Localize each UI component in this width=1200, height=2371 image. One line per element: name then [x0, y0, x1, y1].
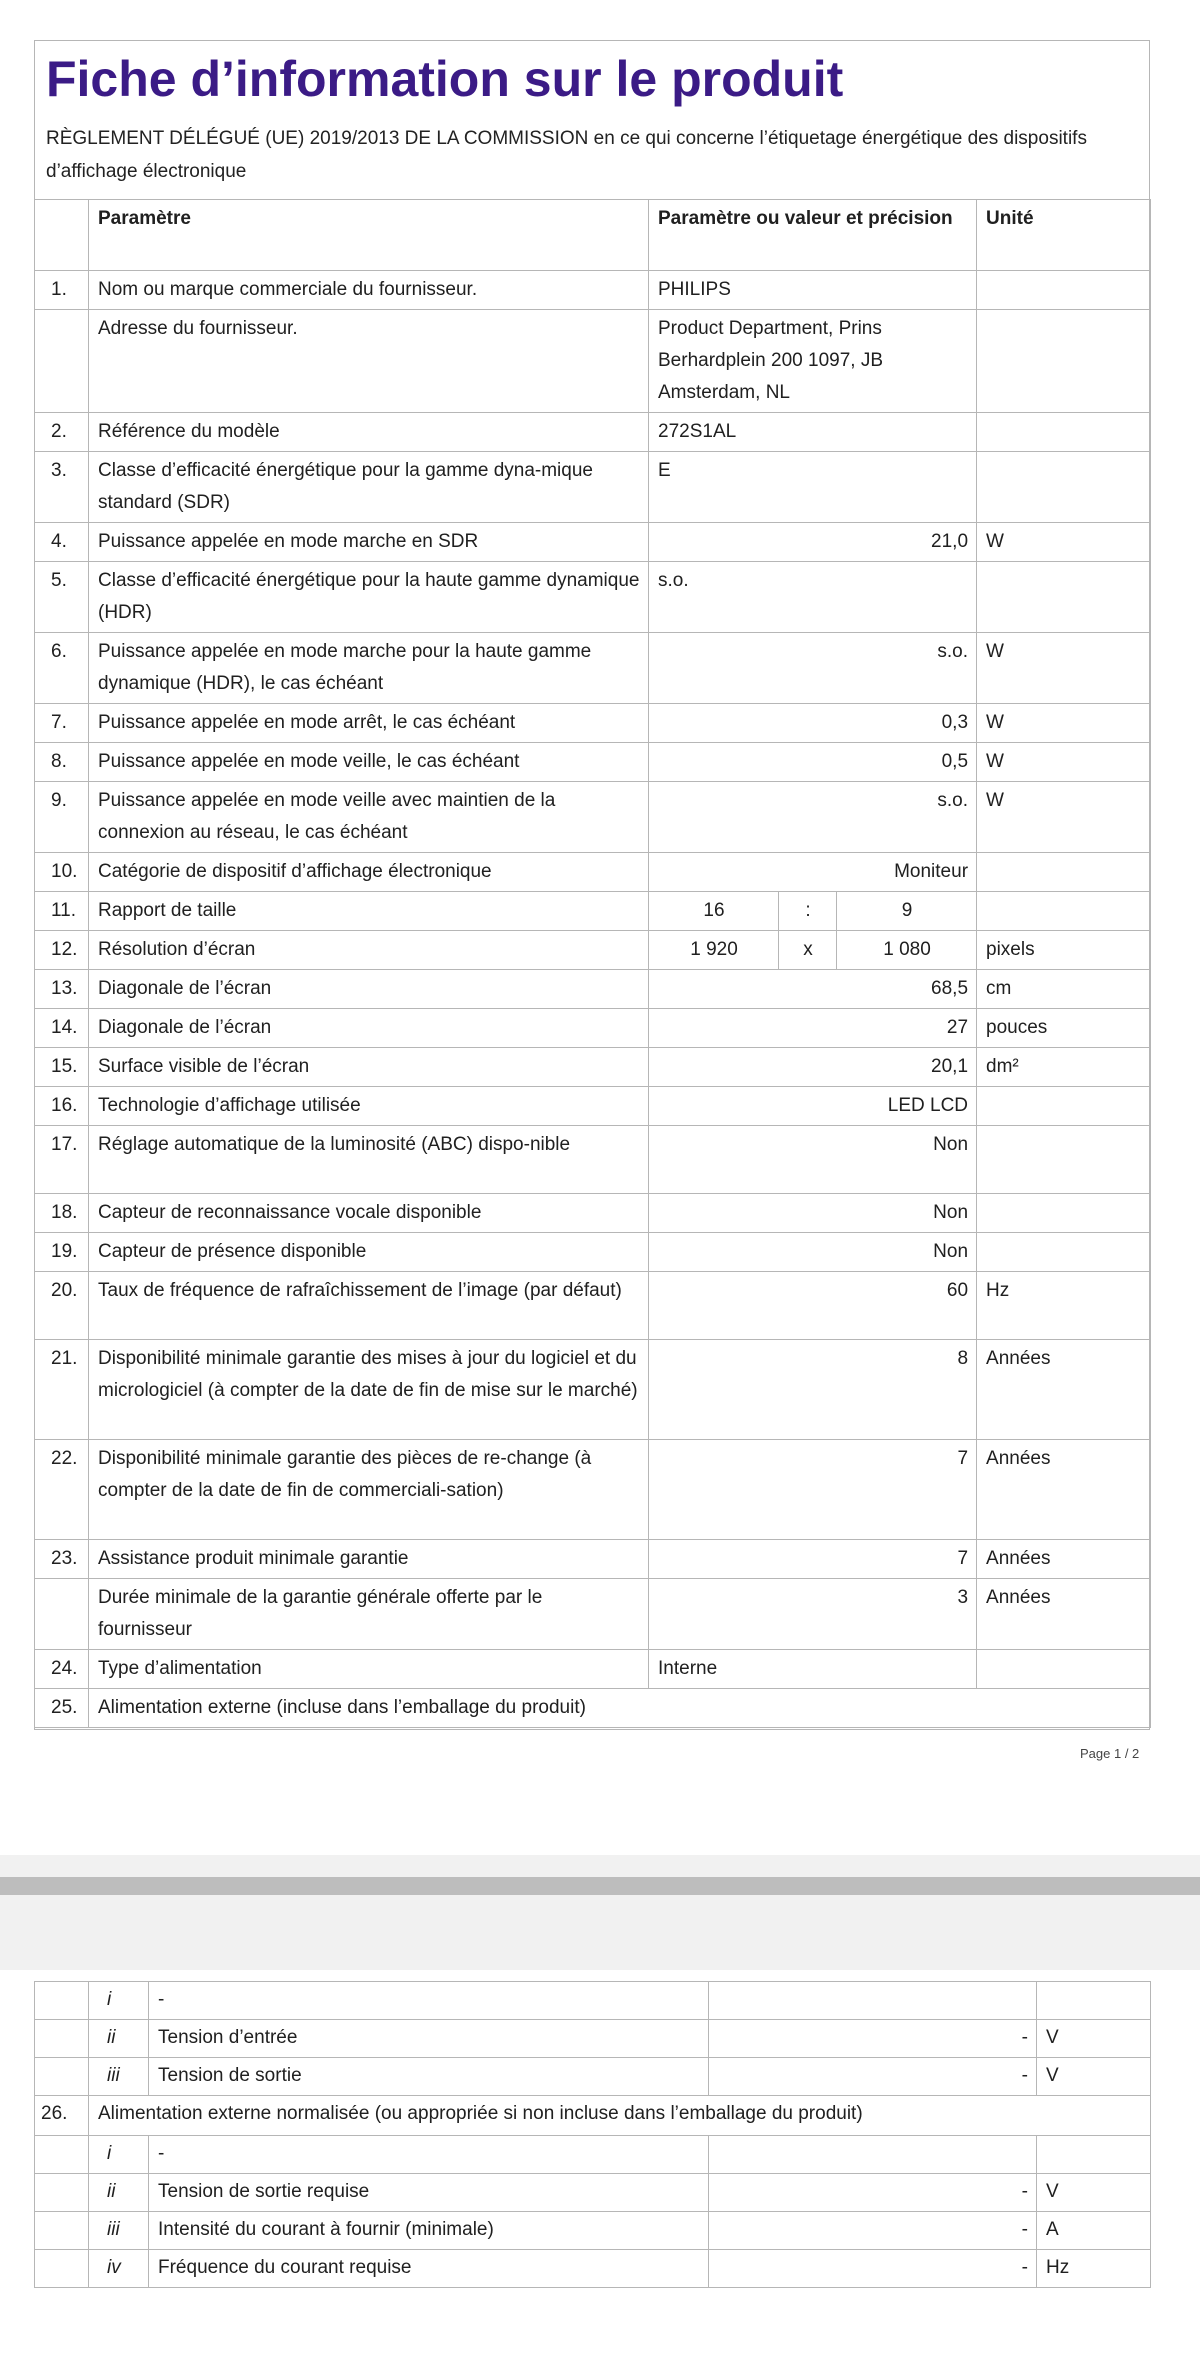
sub-row: [35, 2250, 1151, 2288]
row-label: Puissance appelée en mode veille, le cas échéant: [89, 743, 649, 782]
row-number: 12.: [35, 931, 89, 970]
sub-row: [35, 2020, 1151, 2058]
sub-value: [709, 1982, 1037, 2020]
row-label: Taux de fréquence de rafraîchissement de l’image (par défaut): [89, 1272, 649, 1340]
sub-value: -: [709, 2250, 1037, 2288]
table-row: [35, 633, 1151, 704]
sub-row: [35, 1982, 1151, 2020]
split-value-a: 1 920: [649, 931, 779, 970]
row-value: Product Department, Prins Berhardplein 200 1097, JB Amsterdam, NL: [649, 310, 977, 413]
row-unit: cm: [977, 970, 1151, 1009]
row-value: LED LCD: [649, 1087, 977, 1126]
row-label: Surface visible de l’écran: [89, 1048, 649, 1087]
table-row: [35, 892, 1151, 931]
split-value-b: 1 080: [837, 931, 977, 970]
row-unit: W: [977, 633, 1151, 704]
table-row: [35, 782, 1151, 853]
row-number: 24.: [35, 1650, 89, 1689]
row-label: Alimentation externe normalisée (ou appropriée si non incluse dans l’emballage du produit): [89, 2096, 1151, 2136]
row-label: Adresse du fournisseur.: [89, 310, 649, 413]
sub-label: Tension d’entrée: [149, 2020, 709, 2058]
empty-num-cell: [35, 1982, 89, 2020]
row-unit: Années: [977, 1440, 1151, 1540]
header-num-cell: [35, 200, 89, 271]
row-unit: W: [977, 523, 1151, 562]
row-number: 14.: [35, 1009, 89, 1048]
row-value: 68,5: [649, 970, 977, 1009]
table-header-row: [35, 200, 1151, 271]
row-number: 20.: [35, 1272, 89, 1340]
row-number: 6.: [35, 633, 89, 704]
row-number: [35, 1579, 89, 1650]
row-unit: [977, 271, 1151, 310]
row-unit: [977, 562, 1151, 633]
table-row: [35, 2096, 1151, 2136]
row-unit: W: [977, 743, 1151, 782]
document-title: Fiche d’information sur le produit: [46, 51, 844, 107]
regulation-rest: en ce qui concerne l’étiquetage énergétique des dispositifs d’affichage électronique: [46, 128, 1087, 182]
row-number: 11.: [35, 892, 89, 931]
header-unit: Unité: [977, 200, 1151, 271]
row-label: Nom ou marque commerciale du fournisseur.: [89, 271, 649, 310]
row-unit: Années: [977, 1340, 1151, 1440]
sub-unit: V: [1037, 2058, 1151, 2096]
row-label: Rapport de taille: [89, 892, 649, 931]
row-unit: [977, 310, 1151, 413]
table-row: [35, 931, 1151, 970]
row-number: 13.: [35, 970, 89, 1009]
sub-label: Tension de sortie: [149, 2058, 709, 2096]
row-number: 21.: [35, 1340, 89, 1440]
sub-unit: A: [1037, 2212, 1151, 2250]
row-unit: [977, 1087, 1151, 1126]
table-row: [35, 970, 1151, 1009]
row-label: Puissance appelée en mode marche en SDR: [89, 523, 649, 562]
table-row: [35, 1233, 1151, 1272]
row-label: Capteur de reconnaissance vocale disponible: [89, 1194, 649, 1233]
table-row: [35, 1440, 1151, 1540]
sub-unit: V: [1037, 2020, 1151, 2058]
row-label: Capteur de présence disponible: [89, 1233, 649, 1272]
row-value: 7: [649, 1540, 977, 1579]
split-separator: x: [779, 931, 837, 970]
sub-label: -: [149, 2136, 709, 2174]
row-value: 27: [649, 1009, 977, 1048]
sub-row: [35, 2058, 1151, 2096]
row-number: 26.: [35, 2096, 89, 2136]
row-value: Non: [649, 1194, 977, 1233]
row-value: 0,3: [649, 704, 977, 743]
table-row: [35, 1579, 1151, 1650]
empty-num-cell: [35, 2058, 89, 2096]
row-value: s.o.: [649, 633, 977, 704]
sub-value: -: [709, 2058, 1037, 2096]
row-number: 3.: [35, 452, 89, 523]
row-number: 22.: [35, 1440, 89, 1540]
row-label: Alimentation externe (incluse dans l’emballage du produit): [89, 1689, 1151, 1728]
row-value: 0,5: [649, 743, 977, 782]
row-label: Durée minimale de la garantie générale offerte par le fournisseur: [89, 1579, 649, 1650]
row-unit: [977, 853, 1151, 892]
table-row: [35, 743, 1151, 782]
row-number: 25.: [35, 1689, 89, 1728]
row-label: Diagonale de l’écran: [89, 970, 649, 1009]
empty-num-cell: [35, 2020, 89, 2058]
empty-num-cell: [35, 2174, 89, 2212]
sub-index: iv: [89, 2250, 149, 2288]
row-number: 1.: [35, 271, 89, 310]
sub-label: Fréquence du courant requise: [149, 2250, 709, 2288]
document-page-2: [0, 1970, 1200, 2371]
spec-table: [34, 199, 1151, 1728]
table-row: [35, 1194, 1151, 1233]
row-label: Diagonale de l’écran: [89, 1009, 649, 1048]
table-row: [35, 271, 1151, 310]
row-label: Classe d’efficacité énergétique pour la haute gamme dynamique (HDR): [89, 562, 649, 633]
row-label: Assistance produit minimale garantie: [89, 1540, 649, 1579]
row-value: Non: [649, 1233, 977, 1272]
row-value: E: [649, 452, 977, 523]
sub-label: -: [149, 1982, 709, 2020]
row-number: 15.: [35, 1048, 89, 1087]
split-value-a: 16: [649, 892, 779, 931]
sub-unit: V: [1037, 2174, 1151, 2212]
table-row: [35, 452, 1151, 523]
table-row: [35, 1540, 1151, 1579]
row-value: 272S1AL: [649, 413, 977, 452]
row-unit: [977, 413, 1151, 452]
row-unit: pouces: [977, 1009, 1151, 1048]
sub-index: iii: [89, 2212, 149, 2250]
page-separator: [0, 1855, 1200, 1970]
row-label: Réglage automatique de la luminosité (ABC) dispo-nible: [89, 1126, 649, 1194]
sub-row: [35, 2212, 1151, 2250]
row-number: 4.: [35, 523, 89, 562]
empty-num-cell: [35, 2136, 89, 2174]
row-unit: Hz: [977, 1272, 1151, 1340]
sub-value: -: [709, 2020, 1037, 2058]
sub-value: [709, 2136, 1037, 2174]
row-value: Moniteur: [649, 853, 977, 892]
row-value: Interne: [649, 1650, 977, 1689]
row-unit: Années: [977, 1579, 1151, 1650]
sub-unit: [1037, 2136, 1151, 2174]
table-row: [35, 1048, 1151, 1087]
table-row: [35, 704, 1151, 743]
table-row: [35, 1272, 1151, 1340]
row-number: 18.: [35, 1194, 89, 1233]
row-unit: [977, 892, 1151, 931]
row-label: Disponibilité minimale garantie des mises à jour du logiciel et du micrologiciel (à compter de la date de fin de mise sur le marché): [89, 1340, 649, 1440]
row-label: Disponibilité minimale garantie des pièces de re-change (à compter de la date de fin de commerciali-sation): [89, 1440, 649, 1540]
row-number: [35, 310, 89, 413]
regulation-text: [46, 122, 1136, 188]
row-unit: [977, 1194, 1151, 1233]
row-label: Type d’alimentation: [89, 1650, 649, 1689]
row-unit: W: [977, 704, 1151, 743]
row-value: s.o.: [649, 782, 977, 853]
sub-index: i: [89, 1982, 149, 2020]
row-number: 2.: [35, 413, 89, 452]
row-label: Classe d’efficacité énergétique pour la gamme dyna-mique standard (SDR): [89, 452, 649, 523]
sub-index: iii: [89, 2058, 149, 2096]
sub-label: Intensité du courant à fournir (minimale): [149, 2212, 709, 2250]
separator-bar: [0, 1877, 1200, 1895]
row-unit: pixels: [977, 931, 1151, 970]
table-row: [35, 310, 1151, 413]
row-label: Puissance appelée en mode arrêt, le cas échéant: [89, 704, 649, 743]
sub-row: [35, 2136, 1151, 2174]
row-number: 17.: [35, 1126, 89, 1194]
row-unit: [977, 1233, 1151, 1272]
row-label: Catégorie de dispositif d’affichage électronique: [89, 853, 649, 892]
sub-unit: Hz: [1037, 2250, 1151, 2288]
spec-table-continued: [34, 1981, 1151, 2288]
row-unit: dm²: [977, 1048, 1151, 1087]
row-label: Puissance appelée en mode veille avec maintien de la connexion au réseau, le cas échéant: [89, 782, 649, 853]
page-number: Page 1 / 2: [1080, 1746, 1140, 1761]
table-row: [35, 1650, 1151, 1689]
row-unit: [977, 452, 1151, 523]
row-value: 3: [649, 1579, 977, 1650]
row-label: Technologie d’affichage utilisée: [89, 1087, 649, 1126]
table-row: [35, 1340, 1151, 1440]
row-number: 19.: [35, 1233, 89, 1272]
row-value: 8: [649, 1340, 977, 1440]
split-value-b: 9: [837, 892, 977, 931]
table-row: [35, 1689, 1151, 1728]
row-number: 10.: [35, 853, 89, 892]
table-row: [35, 1009, 1151, 1048]
row-number: 8.: [35, 743, 89, 782]
table-row: [35, 853, 1151, 892]
row-value: Non: [649, 1126, 977, 1194]
table-row: [35, 413, 1151, 452]
row-label: Puissance appelée en mode marche pour la haute gamme dynamique (HDR), le cas échéant: [89, 633, 649, 704]
row-unit: Années: [977, 1540, 1151, 1579]
sub-value: -: [709, 2174, 1037, 2212]
sub-label: Tension de sortie requise: [149, 2174, 709, 2212]
row-number: 9.: [35, 782, 89, 853]
row-value: 20,1: [649, 1048, 977, 1087]
sub-index: ii: [89, 2020, 149, 2058]
row-label: Résolution d’écran: [89, 931, 649, 970]
table-row: [35, 562, 1151, 633]
row-unit: W: [977, 782, 1151, 853]
row-value: 7: [649, 1440, 977, 1540]
header-value: Paramètre ou valeur et précision: [649, 200, 977, 271]
regulation-caps: RÈGLEMENT DÉLÉGUÉ (UE) 2019/2013 DE LA COMMISSION: [46, 128, 589, 149]
sub-unit: [1037, 1982, 1151, 2020]
table-row: [35, 1087, 1151, 1126]
sub-value: -: [709, 2212, 1037, 2250]
row-value: PHILIPS: [649, 271, 977, 310]
row-unit: [977, 1126, 1151, 1194]
row-number: 16.: [35, 1087, 89, 1126]
table-row: [35, 523, 1151, 562]
sub-row: [35, 2174, 1151, 2212]
row-value: 60: [649, 1272, 977, 1340]
table-row: [35, 1126, 1151, 1194]
row-number: 7.: [35, 704, 89, 743]
sub-index: i: [89, 2136, 149, 2174]
empty-num-cell: [35, 2250, 89, 2288]
row-number: 5.: [35, 562, 89, 633]
header-parameter: Paramètre: [89, 200, 649, 271]
row-label: Référence du modèle: [89, 413, 649, 452]
row-value: 21,0: [649, 523, 977, 562]
row-number: 23.: [35, 1540, 89, 1579]
split-separator: :: [779, 892, 837, 931]
row-value: s.o.: [649, 562, 977, 633]
sub-index: ii: [89, 2174, 149, 2212]
empty-num-cell: [35, 2212, 89, 2250]
row-unit: [977, 1650, 1151, 1689]
